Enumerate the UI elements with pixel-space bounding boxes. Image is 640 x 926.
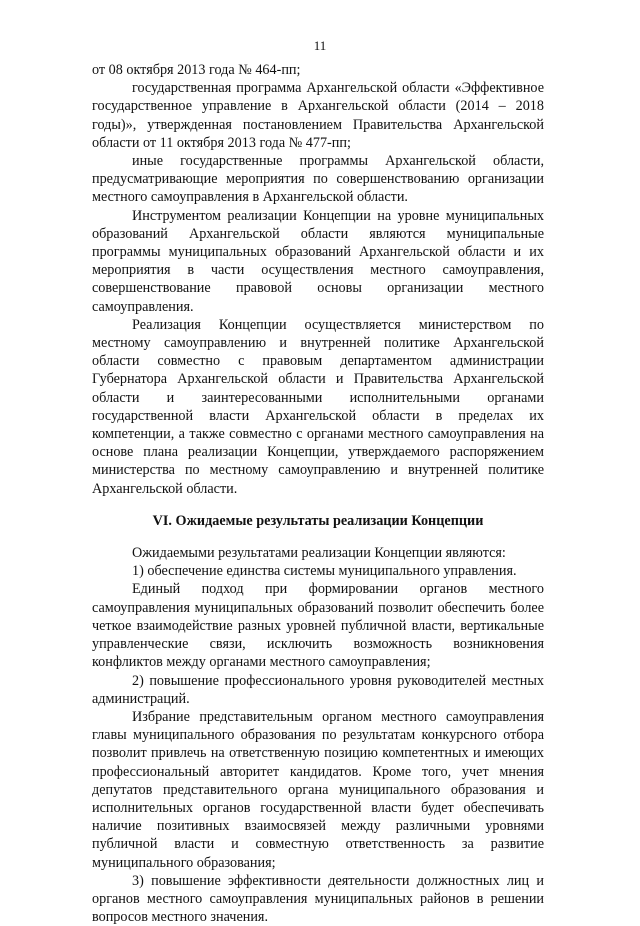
paragraph: Избрание представительным органом местного самоуправления главы муниципального образования по результатам конкурсного отбора позволит привлечь на ответственную позицию компетентных и имеющих профессиональный авторитет кандидатов. Кроме того, учет мнения депутатов представительного органа муниципального образования и исполнительных органов государственной власти будет обеспечивать наличие позитивных взаимосвязей между различными уровнями публичной власти и совместную ответственность за развитие муниципального образования; [92,708,544,871]
paragraph: Реализация Концепции осуществляется министерством по местному самоуправлению и внутренней политике Архангельской области совместно с правовым департаментом администрации Губернатора Архангельской области и Правительства Архангельской области и заинтересованными исполнительными органами государственной власти Архангельской области в пределах их компетенции, а также совместно с органами местного самоуправления на основе плана реализации Концепции, утверждаемого распоряжением министерства по местному самоуправлению и внутренней политике Архангельской области. [92,316,544,497]
list-item: 1) обеспечение единства системы муниципального управления. [132,563,517,580]
paragraph: от 08 октября 2013 года № 464-пп; [92,62,301,78]
paragraph: иные государственные программы Архангельской области, предусматривающие мероприятия по совершенствованию организации местного самоуправления в Архангельской области. [92,153,544,206]
section-heading: VI. Ожидаемые результаты реализации Концепции [152,512,484,529]
list-item: 3) повышение эффективности деятельности должностных лиц и органов местного самоуправления муниципальных районов в решении вопросов местного значения. [92,872,544,926]
list-item: 2) повышение профессионального уровня руководителей местных администраций. [92,672,544,707]
document-body [92,61,544,926]
page-number: 11 [313,38,327,53]
paragraph: Единый подход при формировании органов местного самоуправления муниципальных образований позволит обеспечить более четкое взаимодействие разных уровней публичной власти, вертикальные управленческие связи, исключить возможность возникновения конфликтов между органами местного самоуправления; [92,581,544,671]
paragraph: государственная программа Архангельской области «Эффективное государственное управление в Архангельской области (2014 – 2018 годы)», утвержденная постановлением Правительства Архангельской области от 11 октября 2013 года № 477-пп; [92,80,544,151]
paragraph: Ожидаемыми результатами реализации Концепции являются: [132,545,506,562]
paragraph: Инструментом реализации Концепции на уровне муниципальных образований Архангельской области являются муниципальные программы муниципальных образований Архангельской области и их мероприятия в части осуществления местного самоуправления, совершенствование правовой основы организации местного самоуправления. [92,207,544,315]
